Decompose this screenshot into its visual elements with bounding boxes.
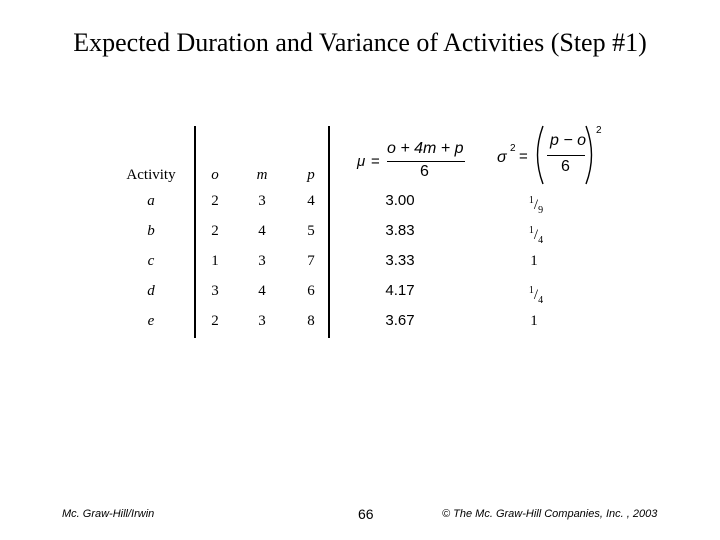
activity-name: d <box>147 283 155 299</box>
table-divider-activity <box>194 126 196 338</box>
header-pessimistic: p <box>307 167 315 183</box>
variance-denominator-value: 9 <box>538 205 544 216</box>
page-number: 66 <box>358 506 374 522</box>
variance-slash: / <box>533 287 539 303</box>
mean-numerator: o + 4m + p <box>387 140 464 157</box>
expected-duration: 3.33 <box>385 252 415 269</box>
sigma-symbol: σ <box>497 149 507 166</box>
header-activity: Activity <box>126 167 176 183</box>
variance-denominator-value: 4 <box>538 235 544 246</box>
left-paren <box>538 126 544 184</box>
mean-fraction-bar <box>387 161 465 162</box>
variance-numerator-value: 1 <box>528 195 534 206</box>
expected-duration: 4.17 <box>385 282 415 299</box>
slide-title: Expected Duration and Variance of Activities (Step #1) <box>73 28 647 57</box>
mean-equals: = <box>371 153 380 170</box>
optimistic-value: 3 <box>211 283 219 299</box>
footer-copyright: © The Mc. Graw-Hill Companies, Inc. , 2003 <box>442 508 658 520</box>
variance-value <box>529 222 543 250</box>
optimistic-value: 1 <box>211 253 219 269</box>
right-paren <box>586 126 592 184</box>
variance-numerator: p − o <box>550 132 587 149</box>
mean-denominator: 6 <box>420 163 429 180</box>
header-most-likely: m <box>256 167 268 183</box>
sigma-exponent: 2 <box>510 143 516 154</box>
most-likely-value: 3 <box>258 253 266 269</box>
activity-name: a <box>147 193 155 209</box>
activity-name: e <box>147 313 155 329</box>
variance-denominator: 6 <box>561 158 570 175</box>
variance-formula <box>497 122 617 188</box>
variance-power: 2 <box>596 125 602 136</box>
activity-name: c <box>147 253 155 269</box>
most-likely-value: 3 <box>258 313 266 329</box>
variance-numerator-value: 1 <box>528 225 534 236</box>
variance-equals: = <box>519 148 528 165</box>
mu-symbol: μ <box>357 153 366 170</box>
table-divider-estimates <box>328 126 330 338</box>
variance-slash: / <box>533 197 539 213</box>
variance-value <box>529 192 543 220</box>
pessimistic-value: 8 <box>307 313 315 329</box>
variance-slash: / <box>533 227 539 243</box>
expected-duration: 3.00 <box>385 192 415 209</box>
most-likely-value: 3 <box>258 193 266 209</box>
variance-value: 1 <box>530 253 538 269</box>
header-optimistic: o <box>211 167 219 183</box>
variance-denominator-value: 4 <box>538 295 544 306</box>
optimistic-value: 2 <box>211 313 219 329</box>
expected-duration: 3.83 <box>385 222 415 239</box>
pessimistic-value: 6 <box>307 283 315 299</box>
pessimistic-value: 5 <box>307 223 315 239</box>
activity-name: b <box>147 223 155 239</box>
pessimistic-value: 7 <box>307 253 315 269</box>
variance-value <box>529 282 543 310</box>
optimistic-value: 2 <box>211 193 219 209</box>
most-likely-value: 4 <box>258 223 266 239</box>
pessimistic-value: 4 <box>307 193 315 209</box>
variance-fraction-bar <box>547 155 585 156</box>
mean-formula <box>357 140 469 186</box>
footer-publisher: Mc. Graw-Hill/Irwin <box>62 508 155 520</box>
optimistic-value: 2 <box>211 223 219 239</box>
expected-duration: 3.67 <box>385 312 415 329</box>
variance-value: 1 <box>530 313 538 329</box>
most-likely-value: 4 <box>258 283 266 299</box>
variance-numerator-value: 1 <box>528 285 534 296</box>
